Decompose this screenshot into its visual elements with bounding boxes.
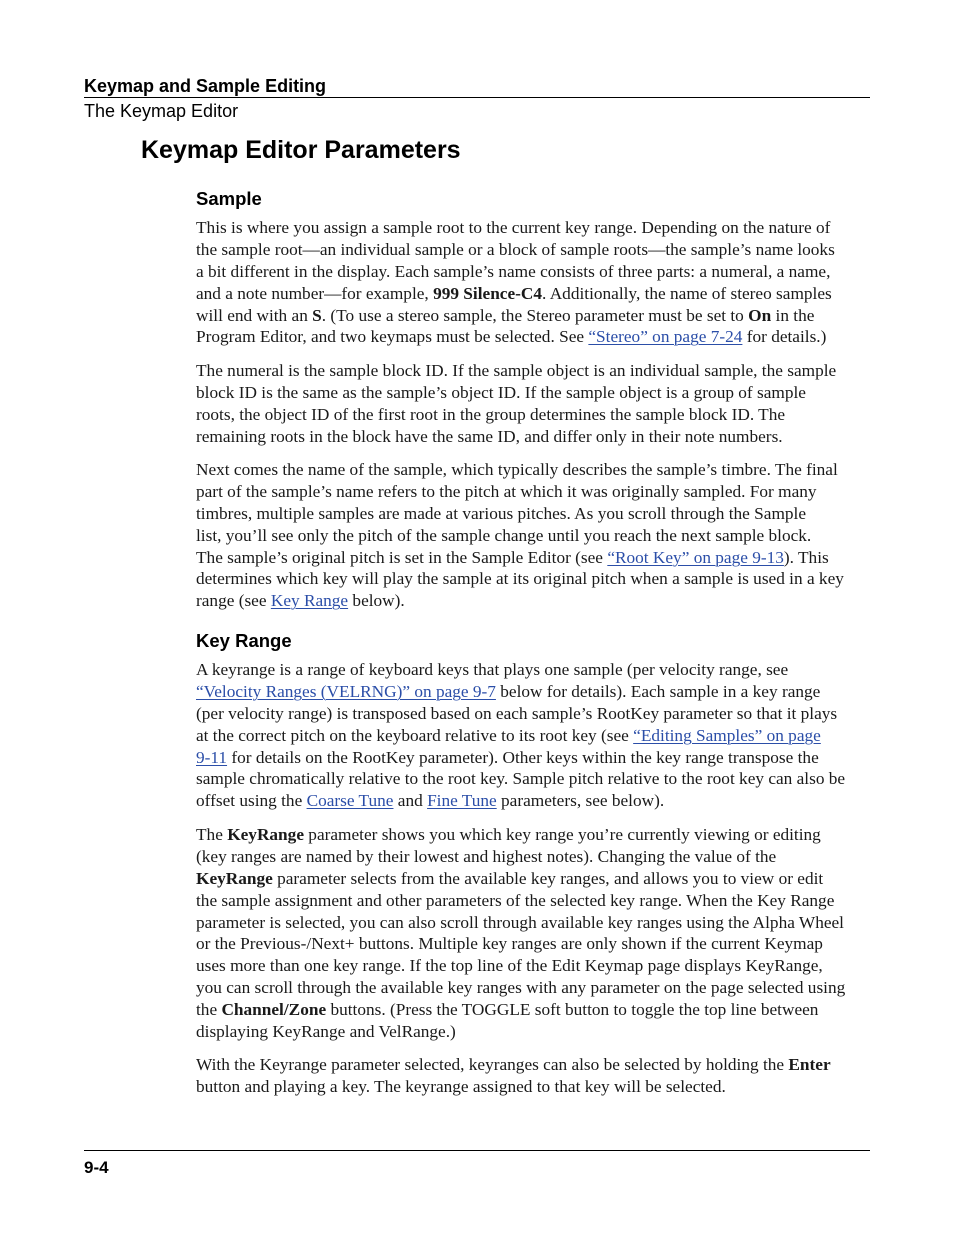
text-line: remaining roots in the block have the same ID, and differ only in their note numbers. [196,426,783,446]
section-heading-key-range: Key Range [196,630,292,651]
bold-term: KeyRange [196,868,273,888]
text-line: you can scroll through the available key ranges with any parameter on the page selected using [196,978,846,998]
link-stereo[interactable]: “Stereo” on page 7-24 [588,327,743,347]
link-editing-samples-page[interactable]: 9-11 [196,747,228,767]
text-line: roots, the object ID of the first root in the group determines the sample block ID. The [196,404,786,424]
text-run: buttons. (Press the TOGGLE soft button to toggle the top line between [326,1000,819,1020]
text-line [196,824,872,846]
text-line: Next comes the name of the sample, which typically describes the sample’s timbre. The final [196,460,838,479]
text-line: displaying KeyRange and VelRange.) [196,1022,456,1042]
text-line [196,547,872,569]
text-line: block ID is the same as the sample’s object ID. If the sample object is a group of sample [196,382,806,402]
text-run: for details on the RootKey parameter). Other keys within the key range transpose the [227,747,819,767]
text-line [196,326,872,348]
text-line [196,283,872,305]
link-fine-tune[interactable]: Fine Tune [427,791,497,811]
section-heading-sample: Sample [196,188,262,209]
page-number: 9-4 [84,1158,109,1177]
header-rule [84,97,870,98]
text-line [196,868,872,890]
text-line: (per velocity range) is transposed based on each sample’s RootKey parameter so that it plays [196,703,838,723]
sample-paragraph-1 [196,217,872,348]
text-run: in the [771,305,815,325]
bold-term: KeyRange [227,825,304,844]
text-run: below). [348,591,405,611]
link-coarse-tune[interactable]: Coarse Tune [306,791,394,811]
link-key-range[interactable]: Key Range [270,591,349,611]
text-line [196,681,872,703]
link-editing-samples[interactable]: “Editing Samples” on page [633,725,821,745]
text-line [196,747,872,769]
text-run: the [196,1000,222,1020]
sample-paragraph-2 [196,360,872,448]
text-line: sample chromatically relative to the root key. Sample pitch relative to the root key can also be [196,769,846,789]
running-header-section: The Keymap Editor [84,101,239,121]
footer-rule [84,1150,870,1151]
text-line: (key ranges are named by their lowest and highest notes). Changing the value of the [196,846,777,866]
text-run: . Additionally, the name of stereo samples [542,283,832,303]
text-run: offset using the [196,791,307,811]
text-line: The numeral is the sample block ID. If the sample object is an individual sample, the sample [196,361,837,380]
text-line [196,790,872,812]
running-header-chapter: Keymap and Sample Editing [84,76,327,96]
text-line: a bit different in the display. Each sample’s name consists of three parts: a numeral, a name, [196,261,831,281]
text-line: This is where you assign a sample root to the current key range. Depending on the nature of [196,218,831,237]
text-line: parameter is selected, you can also scroll through available key ranges using the Alpha Wheel [196,912,844,932]
text-line: button and playing a key. The keyrange assigned to that key will be selected. [196,1076,726,1096]
link-root-key[interactable]: “Root Key” on page 9-13 [607,547,784,567]
text-line [196,725,872,747]
text-line [196,590,872,612]
text-line: uses more than one key range. If the top line of the Edit Keymap page displays KeyRange, [196,956,823,976]
text-line: or the Previous-/Next+ buttons. Multiple key ranges are only shown if the current Keymap [196,934,823,954]
text-run: below for details). Each sample in a key range [495,681,821,701]
page-title: Keymap Editor Parameters [141,136,461,164]
text-run: range (see [196,591,271,611]
text-line: part of the sample’s name refers to the pitch at which it was originally sampled. For many [196,481,817,501]
key-range-paragraph-3 [196,1054,872,1098]
text-run: With the Keyrange parameter selected, keyranges can also be selected by holding the [196,1055,789,1074]
bold-term: Channel/Zone [221,1000,327,1020]
text-run: at the correct pitch on the keyboard relative to its root key (see [196,725,634,745]
text-run: parameters, see below). [496,791,665,811]
text-run: ). This [783,547,829,567]
text-run: and a note number—for example, [196,283,434,303]
text-run: Program Editor, and two keymaps must be selected. See [196,327,589,347]
key-range-paragraph-1 [196,659,872,812]
text-run: parameter shows you which key range you’re currently viewing or editing [303,825,821,844]
text-line [196,1054,872,1076]
text-run: parameter selects from the available key ranges, and allows you to view or edit [272,868,824,888]
text-line: list, you’ll see only the pitch of the sample change until you reach the next sample block. [196,525,812,545]
text-run: . (To use a stereo sample, the Stereo parameter must be set to [321,305,749,325]
bold-term: 999 Silence-C4 [433,283,543,303]
text-run: The [196,825,228,844]
text-line: A keyrange is a range of keyboard keys that plays one sample (per velocity range, see [196,660,789,679]
text-run: for details.) [742,327,827,347]
bold-term: S [312,305,322,325]
text-line: timbres, multiple samples are made at various pitches. As you scroll through the Sample [196,503,806,523]
text-line: the sample assignment and other parameters of the selected key range. When the Key Range [196,890,835,910]
text-line [196,305,872,327]
text-run: and [393,791,428,811]
text-run: The sample’s original pitch is set in the Sample Editor (see [196,547,608,567]
text-line: the sample root—an individual sample or a block of sample roots—the sample’s name looks [196,239,835,259]
link-velocity-ranges[interactable]: “Velocity Ranges (VELRNG)” on page 9-7 [196,681,496,701]
bold-term: On [748,305,772,325]
text-line [196,999,872,1021]
text-line: determines which key will play the sample at its original pitch when a sample is used in a key [196,569,844,589]
sample-paragraph-3 [196,459,872,612]
text-run: will end with an [196,305,313,325]
key-range-paragraph-2 [196,824,872,1043]
bold-term: Enter [788,1055,831,1074]
